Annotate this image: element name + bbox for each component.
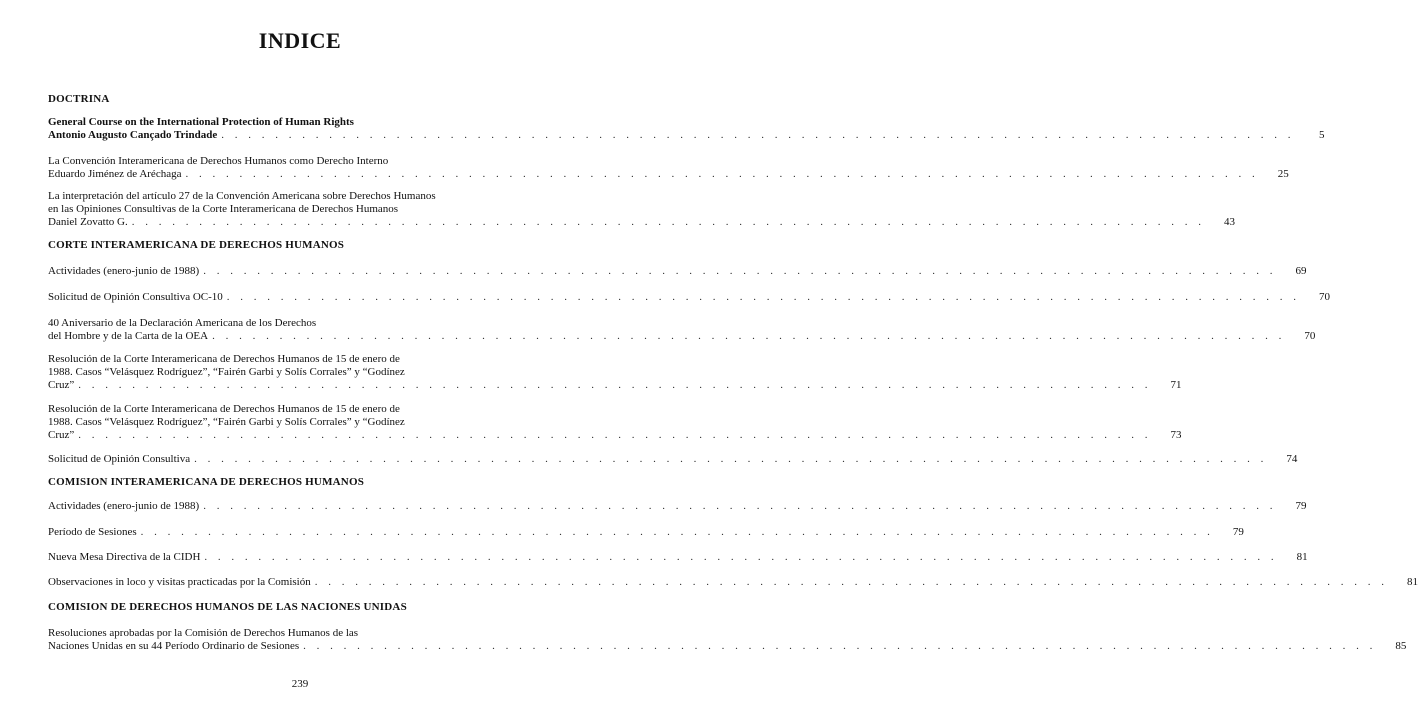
- entry-title-line: [48, 330, 1316, 343]
- entry-title: Nueva Mesa Directiva de la CIDH: [48, 551, 201, 563]
- entry-title: Solicitud de Opinión Consultiva: [48, 453, 191, 465]
- entry-page-number: 25: [1277, 168, 1289, 180]
- entry-author-line: [48, 216, 1235, 229]
- entry-page-number: 81: [1406, 576, 1418, 588]
- section-heading-comision-interamericana: COMISION INTERAMERICANA DE DERECHOS HUMANOS: [48, 476, 365, 488]
- dot-leader: . . . . . . . . . . . . . . . . . . . . . . . . . . . . . . . . . . . . . . . . . . . . . . . . . . . . . . . . . . . . . . . . . . . . . . . . . . . . . . . .: [131, 216, 1205, 228]
- section-heading-comision-naciones-unidas: COMISION DE DERECHOS HUMANOS DE LAS NACIONES UNIDAS: [48, 601, 407, 613]
- entry-page-number: 43: [1223, 216, 1235, 228]
- dot-leader: . . . . . . . . . . . . . . . . . . . . . . . . . . . . . . . . . . . . . . . . . . . . . . . . . . . . . . . . . . . . . . . . . . . . . . . . . . . . . . . .: [140, 526, 1214, 538]
- toc-entry[interactable]: [48, 317, 1316, 343]
- dot-leader: . . . . . . . . . . . . . . . . . . . . . . . . . . . . . . . . . . . . . . . . . . . . . . . . . . . . . . . . . . . . . . . . . . . . . . . . . . . . . . . .: [221, 129, 1295, 141]
- entry-author: Eduardo Jiménez de Aréchaga: [48, 168, 182, 180]
- toc-entry[interactable]: [48, 116, 1325, 142]
- entry-page-number: 79: [1232, 526, 1244, 538]
- entry-title: Actividades (enero-junio de 1988): [48, 265, 200, 277]
- page-number: 239: [291, 678, 309, 690]
- entry-title: La interpretación del artículo 27 de la Convención Americana sobre Derechos Humanos: [48, 190, 436, 202]
- entry-title-line: [48, 453, 1298, 466]
- entry-title: Solicitud de Opinión Consultiva OC-10: [48, 291, 223, 303]
- dot-leader: . . . . . . . . . . . . . . . . . . . . . . . . . . . . . . . . . . . . . . . . . . . . . . . . . . . . . . . . . . . . . . . . . . . . . . . . . . . . . . . .: [203, 265, 1277, 277]
- toc-entry[interactable]: [48, 291, 1331, 304]
- dot-leader: . . . . . . . . . . . . . . . . . . . . . . . . . . . . . . . . . . . . . . . . . . . . . . . . . . . . . . . . . . . . . . . . . . . . . . . . . . . . . . . .: [314, 576, 1388, 588]
- toc-entry[interactable]: [48, 526, 1244, 539]
- entry-title-line: [48, 291, 1331, 304]
- entry-title: Actividades (enero-junio de 1988): [48, 500, 200, 512]
- page-title: INDICE: [258, 28, 342, 53]
- entry-page-number: 79: [1295, 500, 1307, 512]
- section-heading-corte: CORTE INTERAMERICANA DE DERECHOS HUMANOS: [48, 239, 345, 251]
- toc-entry[interactable]: [48, 403, 1182, 442]
- entry-title: Observaciones in loco y visitas practicadas por la Comisión: [48, 576, 311, 588]
- entry-page-number: 70: [1319, 291, 1331, 303]
- dot-leader: . . . . . . . . . . . . . . . . . . . . . . . . . . . . . . . . . . . . . . . . . . . . . . . . . . . . . . . . . . . . . . . . . . . . . . . . . . . . . . . .: [194, 453, 1268, 465]
- dot-leader: . . . . . . . . . . . . . . . . . . . . . . . . . . . . . . . . . . . . . . . . . . . . . . . . . . . . . . . . . . . . . . . . . . . . . . . . . . . . . . . .: [303, 640, 1377, 652]
- entry-page-number: 71: [1170, 379, 1182, 391]
- toc-entry[interactable]: [48, 627, 1407, 653]
- dot-leader: . . . . . . . . . . . . . . . . . . . . . . . . . . . . . . . . . . . . . . . . . . . . . . . . . . . . . . . . . . . . . . . . . . . . . . . . . . . . . . . .: [78, 379, 1152, 391]
- toc-entry[interactable]: [48, 353, 1182, 392]
- entry-title: 40 Aniversario de la Declaración Americana de los Derechos: [48, 317, 317, 329]
- entry-title-cont: Naciones Unidas en su 44 Período Ordinario de Sesiones: [48, 640, 300, 652]
- section-heading-doctrina: DOCTRINA: [48, 93, 110, 105]
- dot-leader: . . . . . . . . . . . . . . . . . . . . . . . . . . . . . . . . . . . . . . . . . . . . . . . . . . . . . . . . . . . . . . . . . . . . . . . . . . . . . . . .: [212, 330, 1286, 342]
- entry-title-line: [48, 551, 1308, 564]
- entry-title-end: Cruz”: [48, 379, 75, 391]
- entry-page-number: 70: [1304, 330, 1316, 342]
- entry-author-line: [48, 168, 1289, 181]
- entry-page-number: 73: [1170, 429, 1182, 441]
- toc-entry[interactable]: [48, 190, 1235, 229]
- entry-title-line: [48, 379, 1182, 392]
- entry-author: Antonio Augusto Cançado Trindade: [48, 129, 218, 141]
- entry-title-line: [48, 265, 1307, 278]
- toc-entry[interactable]: [48, 453, 1298, 466]
- toc-entry[interactable]: [48, 551, 1308, 564]
- dot-leader: . . . . . . . . . . . . . . . . . . . . . . . . . . . . . . . . . . . . . . . . . . . . . . . . . . . . . . . . . . . . . . . . . . . . . . . . . . . . . . . .: [203, 500, 1277, 512]
- dot-leader: . . . . . . . . . . . . . . . . . . . . . . . . . . . . . . . . . . . . . . . . . . . . . . . . . . . . . . . . . . . . . . . . . . . . . . . . . . . . . . . .: [185, 168, 1259, 180]
- entry-page-number: 5: [1318, 129, 1325, 141]
- entry-title-line: [48, 429, 1182, 442]
- toc-entry[interactable]: [48, 576, 1418, 589]
- entry-title: Resolución de la Corte Interamericana de Derechos Humanos de 15 de enero de: [48, 353, 400, 365]
- toc-entry[interactable]: [48, 500, 1307, 513]
- entry-title-cont: del Hombre y de la Carta de la OEA: [48, 330, 209, 342]
- entry-title: General Course on the International Protection of Human Rights: [48, 116, 354, 128]
- entry-author: Daniel Zovatto G.: [48, 216, 128, 228]
- entry-title-cont: en las Opiniones Consultivas de la Corte Interamericana de Derechos Humanos: [48, 203, 399, 215]
- entry-title-line: [48, 576, 1418, 589]
- dot-leader: . . . . . . . . . . . . . . . . . . . . . . . . . . . . . . . . . . . . . . . . . . . . . . . . . . . . . . . . . . . . . . . . . . . . . . . . . . . . . . . .: [226, 291, 1301, 303]
- entry-title: Resolución de la Corte Interamericana de Derechos Humanos de 15 de enero de: [48, 403, 400, 415]
- entry-title: Período de Sesiones: [48, 526, 137, 538]
- entry-author-line: [48, 129, 1325, 142]
- entry-page-number: 69: [1295, 265, 1307, 277]
- entry-title-end: Cruz”: [48, 429, 75, 441]
- entry-title-line: [48, 640, 1407, 653]
- dot-leader: . . . . . . . . . . . . . . . . . . . . . . . . . . . . . . . . . . . . . . . . . . . . . . . . . . . . . . . . . . . . . . . . . . . . . . . . . . . . . . . .: [78, 429, 1152, 441]
- entry-page-number: 74: [1286, 453, 1298, 465]
- dot-leader: . . . . . . . . . . . . . . . . . . . . . . . . . . . . . . . . . . . . . . . . . . . . . . . . . . . . . . . . . . . . . . . . . . . . . . . . . . . . . . . .: [204, 551, 1278, 563]
- entry-page-number: 81: [1296, 551, 1308, 563]
- toc-entry[interactable]: [48, 265, 1307, 278]
- entry-title: La Convención Interamericana de Derechos Humanos como Derecho Interno: [48, 155, 389, 167]
- entry-title-cont: 1988. Casos “Velásquez Rodríguez”, “Fairén Garbi y Solís Corrales” y “Godínez: [48, 366, 405, 378]
- entry-title-line: [48, 526, 1244, 539]
- entry-title-cont: 1988. Casos “Velásquez Rodríguez”, “Fairén Garbi y Solís Corrales” y “Godínez: [48, 416, 405, 428]
- entry-title: Resoluciones aprobadas por la Comisión de Derechos Humanos de las: [48, 627, 359, 639]
- entry-title-line: [48, 500, 1307, 513]
- entry-page-number: 85: [1395, 640, 1407, 652]
- toc-entry[interactable]: [48, 155, 1289, 181]
